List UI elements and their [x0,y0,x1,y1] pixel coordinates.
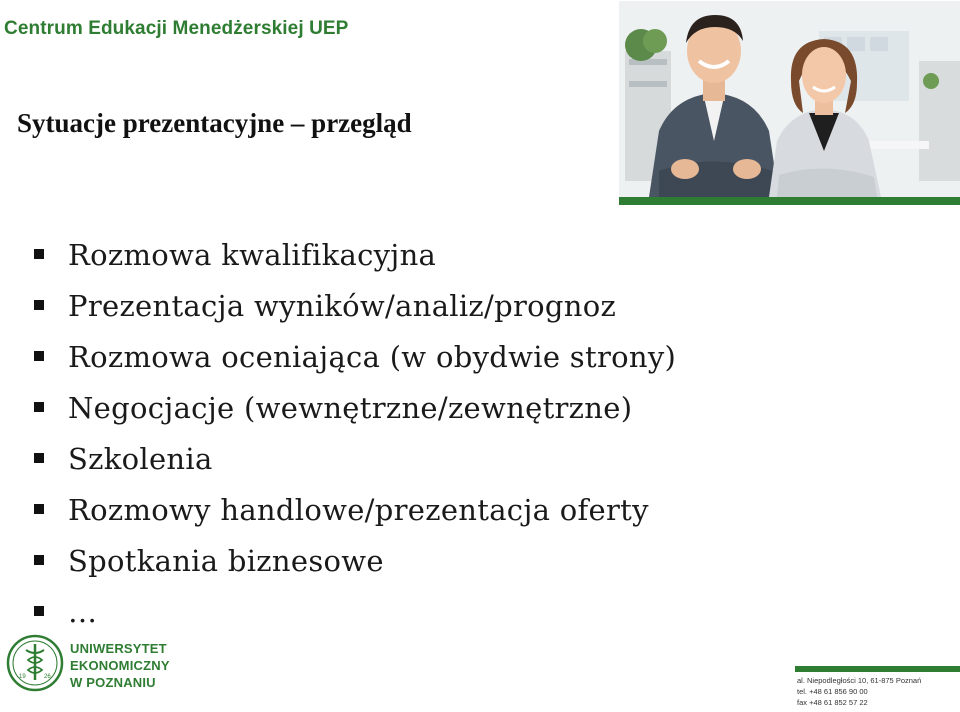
phone-line: tel. +48 61 856 90 00 [797,687,868,696]
bullet-text: Rozmowa kwalifikacyjna [68,238,437,272]
university-name-line: EKONOMICZNY [70,658,170,673]
address-line: al. Niepodległości 10, 61-875 Poznań [797,676,922,685]
bullet-square-icon [34,402,44,412]
bullet-item [34,336,676,387]
bullet-square-icon [34,249,44,259]
bullet-item [34,591,676,642]
footer-accent-bar [795,666,960,672]
bullet-square-icon [34,351,44,361]
bullet-list [34,234,676,642]
university-name-line: UNIWERSYTET [70,641,167,656]
bullet-text: Negocjacje (wewnętrzne/zewnętrzne) [68,391,633,425]
bullet-item [34,285,676,336]
bullet-text: Prezentacja wyników/analiz/prognoz [68,289,617,323]
bullet-item [34,540,676,591]
bullet-square-icon [34,504,44,514]
header-brand: Centrum Edukacji Menedżerskiej UEP [4,18,349,39]
fax-line: fax +48 61 852 57 22 [797,698,868,707]
bullet-square-icon [34,606,44,616]
bullet-square-icon [34,300,44,310]
bullet-text: Spotkania biznesowe [68,544,384,578]
bullet-item [34,489,676,540]
bullet-item [34,438,676,489]
header-photo [619,1,960,197]
bullet-item [34,234,676,285]
bullet-square-icon [34,555,44,565]
bullet-square-icon [34,453,44,463]
bullet-text: Rozmowy handlowe/prezentacja oferty [68,493,649,527]
bullet-text: Szkolenia [68,442,213,476]
university-logo-icon [6,634,64,692]
bullet-item [34,387,676,438]
photo-accent-bar [619,197,960,205]
university-name-line: W POZNANIU [70,675,156,690]
logo-year-left: 19 [19,674,26,680]
university-name [70,640,170,691]
bullet-text: Rozmowa oceniająca (w obydwie strony) [68,340,677,374]
logo-year-right: 26 [44,674,51,680]
contact-address [797,675,921,708]
slide-title: Sytuacje prezentacyjne – przegląd [17,108,412,138]
bullet-text: … [68,595,98,629]
people-photo-illustration [619,1,960,197]
